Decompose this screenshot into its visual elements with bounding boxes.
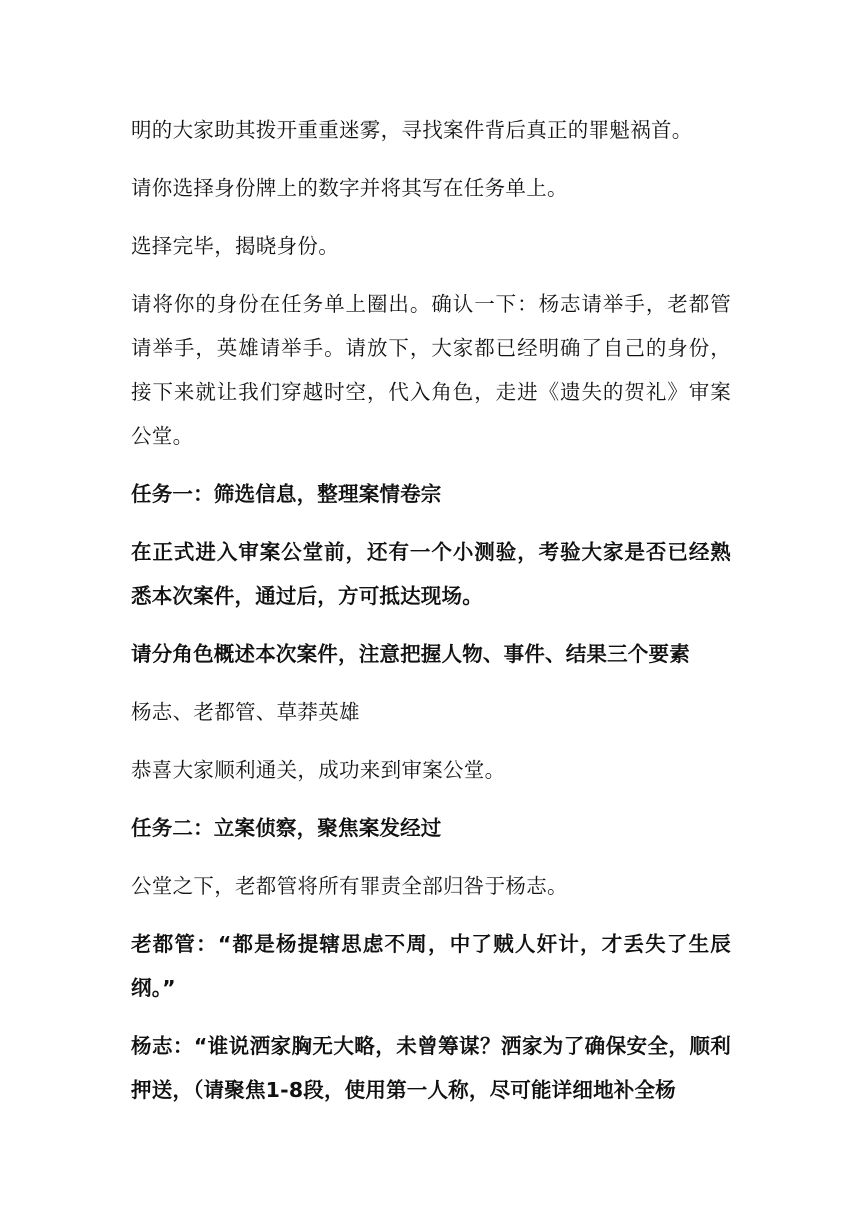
paragraph: 杨志、老都管、草莽英雄 xyxy=(131,700,360,724)
paragraph: 请将你的身份在任务单上圈出。确认一下：杨志请举手，老都管请举手，英雄请举手。请放下，大家都已经明确了自己的身份，接下来就让我们穿越时空，代入角色，走进《遗失的贺礼》审案公堂。 xyxy=(131,292,731,448)
dialogue-paragraph: 老都管：“都是杨提辖思虑不周，中了贼人奸计，才丢失了生辰纲。” xyxy=(131,932,731,1000)
paragraph: 选择完毕，揭晓身份。 xyxy=(131,234,339,258)
section-heading: 任务二：立案侦察，聚焦案发经过 xyxy=(131,816,442,840)
bold-paragraph: 在正式进入审案公堂前，还有一个小测验，考验大家是否已经熟悉本次案件，通过后，方可抵达现场。 xyxy=(131,540,731,608)
document-body xyxy=(131,108,731,1126)
paragraph: 请你选择身份牌上的数字并将其写在任务单上。 xyxy=(131,176,568,200)
paragraph: 明的大家助其拨开重重迷雾，寻找案件背后真正的罪魁祸首。 xyxy=(131,118,693,142)
paragraph: 恭喜大家顺利通关，成功来到审案公堂。 xyxy=(131,758,506,782)
dialogue-paragraph: 杨志：“谁说洒家胸无大略，未曾筹谋？洒家为了确保安全，顺利押送，（请聚焦1-8段，使用第一人称，尽可能详细地补全杨 xyxy=(131,1034,731,1102)
section-heading: 任务一：筛选信息，整理案情卷宗 xyxy=(131,482,442,506)
bold-paragraph: 请分角色概述本次案件，注意把握人物、事件、结果三个要素 xyxy=(131,642,690,666)
paragraph: 公堂之下，老都管将所有罪责全部归咎于杨志。 xyxy=(131,874,568,898)
